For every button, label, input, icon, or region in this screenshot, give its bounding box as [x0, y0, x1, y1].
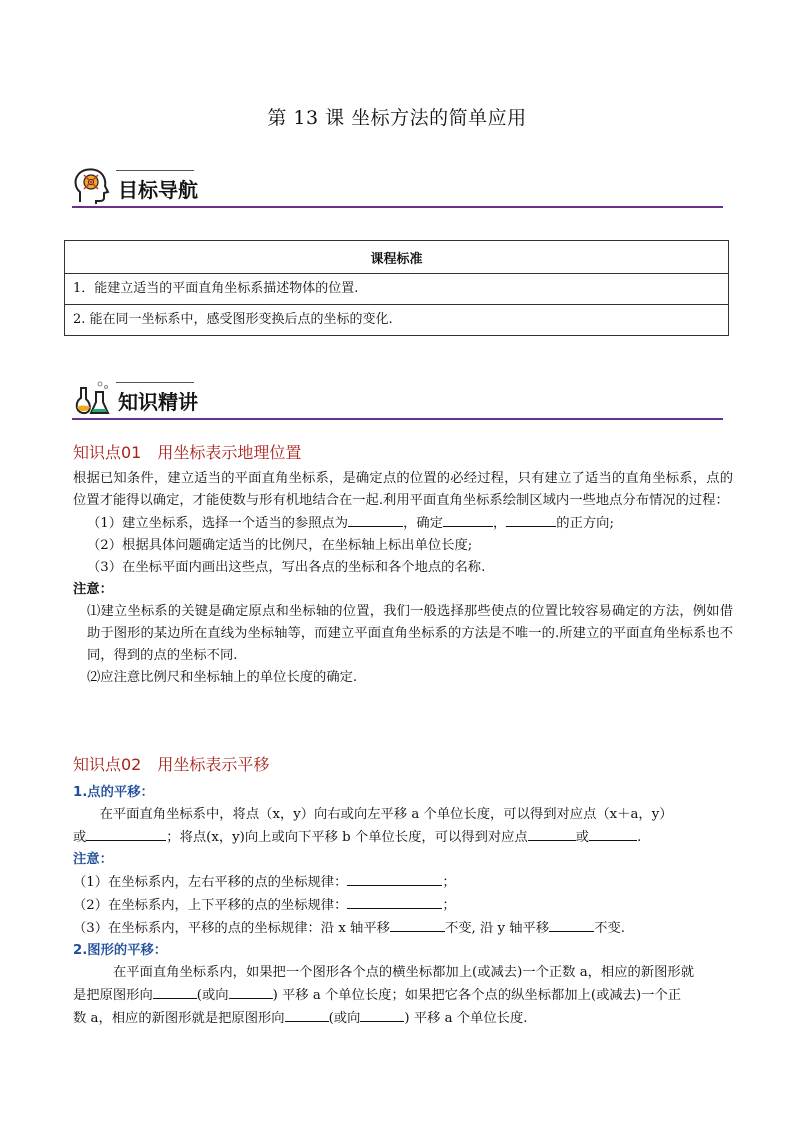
fill-blank [360, 1007, 404, 1022]
kp2-g3: 数 a，相应的新图形就是把原图形向 (或向 ) 平移 a 个单位长度. [73, 1007, 733, 1030]
kp2-note2: （2）在坐标系内，上下平移的点的坐标规律： ； [73, 894, 733, 917]
subheading-shape-translation: 2.图形的平移： [73, 943, 168, 958]
kp2-g2: 是把原图形向 (或向 ) 平移 a 个单位长度；如果把它各个点的纵坐标都加上(或减去)一个正 [73, 984, 733, 1007]
kp1-step3: （3）在坐标平面内画出这些点，写出各点的坐标和各个地点的名称. [87, 560, 486, 575]
fill-blank [390, 917, 445, 932]
standards-item: 2. 能在同一坐标系中，感受图形变换后点的坐标的变化. [65, 305, 729, 336]
fill-blank [528, 826, 576, 841]
header-dash [116, 170, 194, 171]
subheading-point-translation: 1.点的平移： [73, 785, 154, 800]
kp2-g1: 在平面直角坐标系内，如果把一个图形各个点的横坐标都加上(或减去)一个正数 a，相应的新图形就 [113, 965, 694, 980]
header-dash [116, 382, 194, 383]
fill-blank [347, 894, 442, 909]
fill-blank [229, 984, 273, 999]
kp2-note1: （1）在坐标系内，左右平移的点的坐标规律： ； [73, 871, 733, 894]
fill-blank [506, 512, 556, 527]
fill-blank [589, 826, 637, 841]
fill-blank [86, 826, 166, 841]
fill-blank [443, 512, 493, 527]
knowledge-point-heading [73, 752, 269, 775]
note-label: 注意： [73, 852, 113, 867]
fill-blank [348, 512, 403, 527]
note-label: 注意： [73, 582, 113, 597]
header-divider [72, 418, 723, 420]
section-header-goals [72, 168, 723, 208]
section-header-knowledge [72, 380, 723, 420]
standards-item: 1．能建立适当的平面直角坐标系描述物体的位置. [65, 274, 729, 305]
section-title: 目标导航 [118, 178, 198, 202]
fill-blank [285, 1007, 329, 1022]
fill-blank [347, 871, 442, 886]
kp1-intro: 根据已知条件，建立适当的平面直角坐标系，是确定点的位置的必经过程，只有建立了适当的直角坐标系，点的位置才能得以确定，才能使数与形有机地结合在一起.利用平面直角坐标系绘制区域内一些地点分布情况的过程： [73, 471, 733, 508]
kp2-p1b: 或 ；将点(x，y)向上或向下平移 b 个单位长度，可以得到对应点 或 . [73, 826, 733, 849]
kp-title: 用坐标表示地理位置 [157, 443, 302, 462]
kp2-p1a: 在平面直角坐标系中，将点（x，y）向右或向左平移 a 个单位长度，可以得到对应点（x＋a，y） [99, 807, 673, 822]
kp2-note3: （3）在坐标系内，平移的点的坐标规律：沿 x 轴平移 不变, 沿 y 轴平移 不变. [73, 917, 733, 940]
kp1-note1: ⑴建立坐标系的关键是确定原点和坐标轴的位置，我们一般选择那些使点的位置比较容易确定的方法，例如借助于图形的某边所在直线为坐标轴等，而建立平面直角坐标系的方法是不唯一的.所建立的平面直角坐标系也不同，得到的点的坐标不同. [87, 604, 733, 663]
kp1-note2: ⑵应注意比例尺和坐标轴上的单位长度的确定. [87, 670, 358, 685]
knowledge-point-heading [73, 440, 301, 463]
kp2-body [73, 782, 733, 1030]
kp1-step2: （2）根据具体问题确定适当的比例尺，在坐标轴上标出单位长度; [87, 538, 473, 553]
standards-table [64, 240, 729, 336]
kp1-step1: （1）建立坐标系，选择一个适当的参照点为 ，确定 ， 的正方向; [73, 512, 733, 535]
header-divider [72, 206, 723, 208]
head-gear-icon [72, 166, 112, 206]
kp-number: 知识点02 [73, 755, 142, 774]
kp1-body [73, 468, 733, 689]
kp-number: 知识点01 [73, 443, 142, 462]
fill-blank [549, 917, 594, 932]
kp-title: 用坐标表示平移 [157, 755, 270, 774]
flask-icon [72, 378, 112, 418]
standards-header: 课程标准 [65, 241, 729, 274]
fill-blank [153, 984, 197, 999]
section-title: 知识精讲 [118, 390, 198, 414]
page-title: 第 13 课 坐标方法的简单应用 [267, 107, 527, 129]
